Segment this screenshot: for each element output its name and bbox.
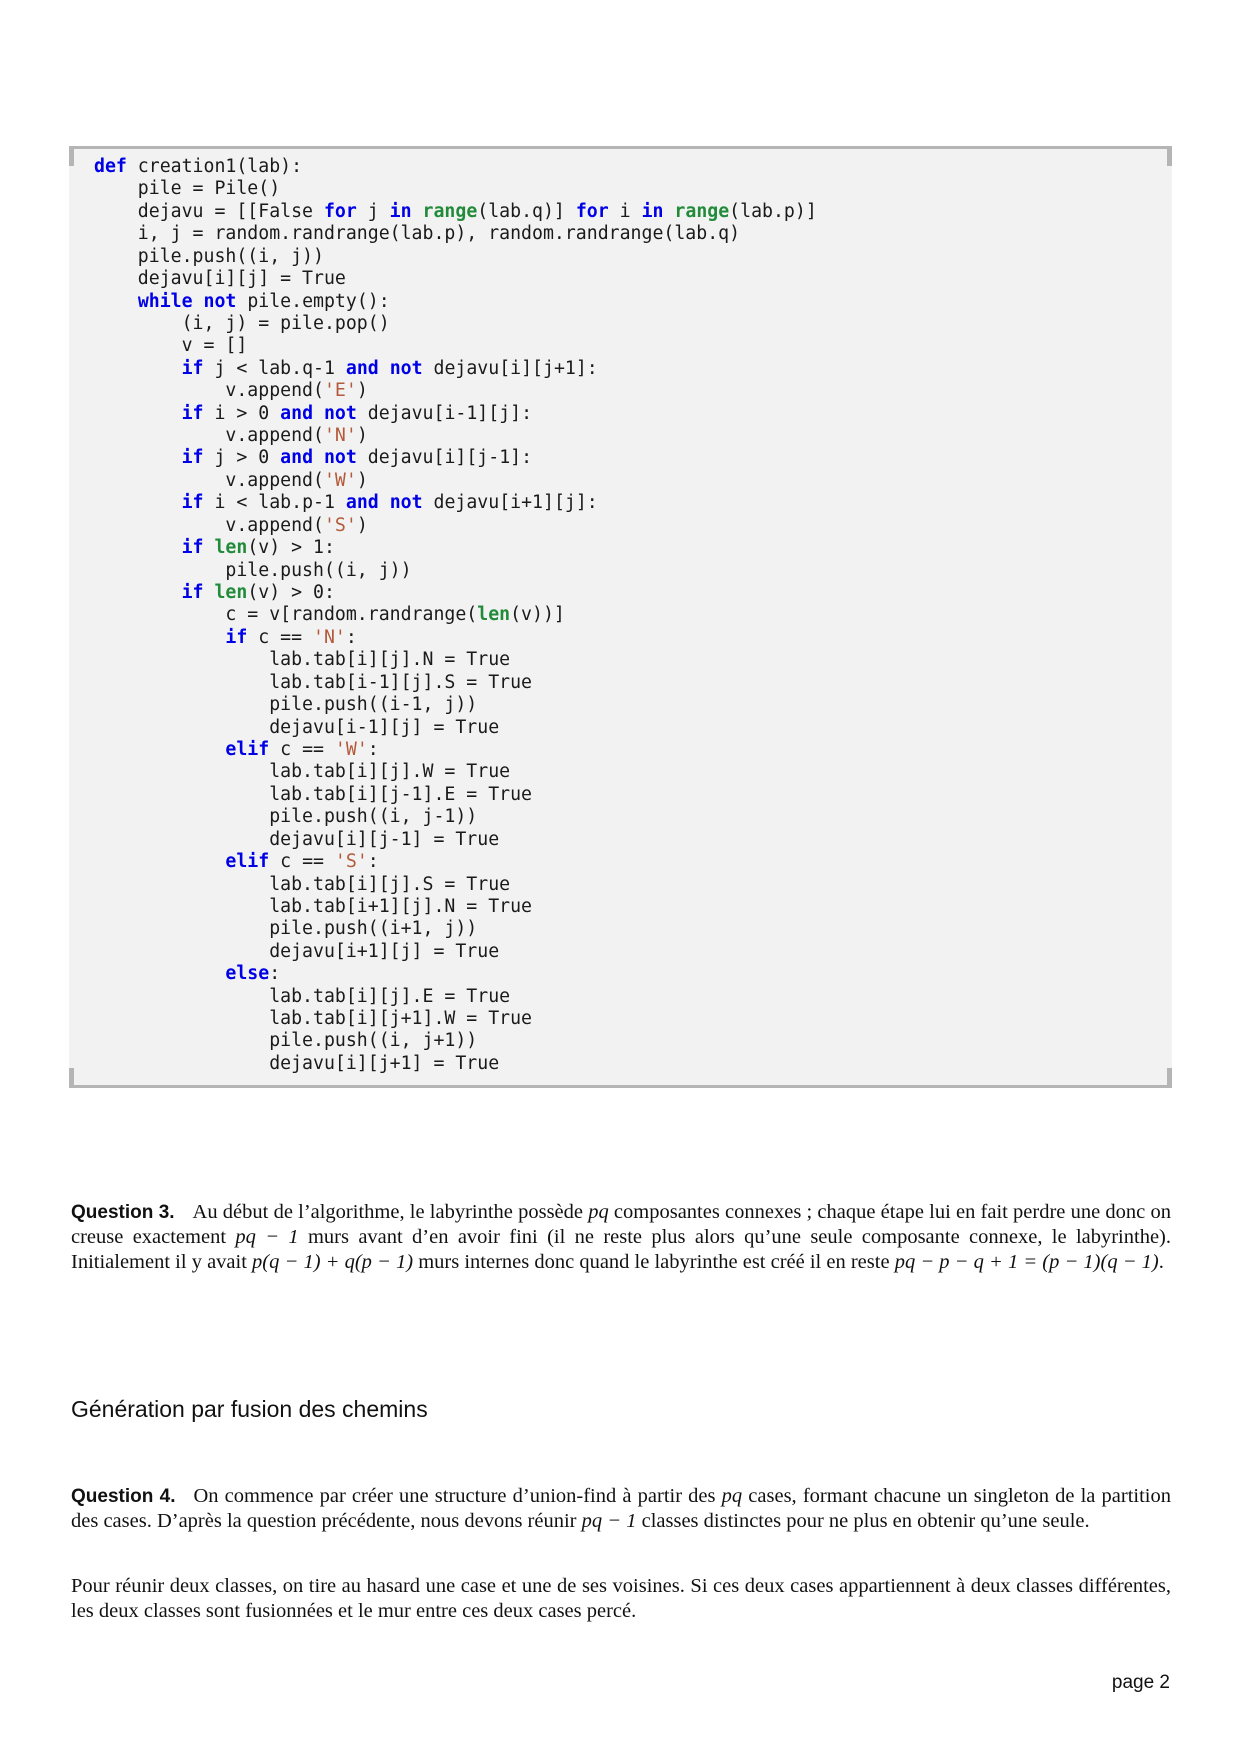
question-4-paragraph: Question 4. On commence par créer une structure d’union-find à partir des pq cases, formant chacune un singleton de la partition des cases. D’après la question précédente, nous devons réunir pq − 1 classes distinctes pour ne plus en obtenir qu’une seule. (71, 1485, 1171, 1532)
math-expression: pq − 1 (235, 1226, 299, 1248)
code-box-corner (69, 1068, 74, 1088)
question-4-paragraph-2: Pour réunir deux classes, on tire au hasard une case et une de ses voisines. Si ces deux cases appartiennent à deux classes différentes, les deux classes sont fusionnées et le mur entre ces deux cases percé. (71, 1575, 1171, 1622)
math-expression: pq (588, 1201, 609, 1223)
code-box-bottom-rule (69, 1085, 1172, 1088)
question-3-label: Question 3. (71, 1202, 175, 1223)
code-box-corner (1167, 1068, 1172, 1088)
page-number: page 2 (1111, 1672, 1170, 1693)
math-expression: pq − 1 (581, 1510, 637, 1532)
code-box-corner (1167, 146, 1172, 166)
section-title: Génération par fusion des chemins (71, 1396, 428, 1422)
math-expression: p(q − 1) + q(p − 1) (252, 1251, 414, 1273)
python-code: def creation1(lab): pile = Pile() dejavu = [[False for j in range(lab.q)] for i in range(lab.p)] i, j = random.randrange(lab.p), random.randrange(lab.q) pile.push((i, j)) dejavu[i][j] = True while not pile.empty(): (i, j) = pile.pop() v = [] if j < lab.q-1 and not dejavu[i][j+1]: v.append('E') if i > 0 and not dejavu[i-1][j]: v.append('N') if j > 0 and not dejavu[i][j-1]: v.append('W') if i < lab.p-1 and not dejavu[i+1][j]: v.append('S') if len(v) > 1: pile.push((i, j)) if len(v) > 0: c = v[random.randrange(len(v))] if c == 'N': lab.tab[i][j].N = True lab.tab[i-1][j].S = True pile.push((i-1, j)) dejavu[i-1][j] = True elif c == 'W': lab.tab[i][j].W = True lab.tab[i][j-1].E = True pile.push((i, j-1)) dejavu[i][j-1] = True elif c == 'S': lab.tab[i][j].S = True lab.tab[i+1][j].N = True pile.push((i+1, j)) dejavu[i+1][j] = True else: lab.tab[i][j].E = True lab.tab[i][j+1].W = True pile.push((i, j+1)) dejavu[i][j+1] = True (94, 156, 817, 1074)
math-expression: pq (721, 1485, 743, 1507)
question-3-paragraph: Question 3. Au début de l’algorithme, le labyrinthe possède pq composantes connexes ; chaque étape lui en fait perdre une donc on creuse exactement pq − 1 murs avant d’en avoir fini (il ne reste plus alors qu’une seule composante connexe, le labyrinthe). Initialement il y avait p(q − 1) + q(p − 1) murs internes donc quand le labyrinthe est créé il en reste pq − p − q + 1 = (p − 1)(q − 1). (71, 1201, 1172, 1273)
code-box-corner (69, 146, 74, 166)
math-expression: pq − p − q + 1 = (p − 1)(q − 1) (894, 1251, 1159, 1273)
code-box-top-rule (69, 146, 1172, 149)
code-listing-box (69, 146, 1172, 1088)
question-4-label: Question 4. (71, 1486, 176, 1507)
